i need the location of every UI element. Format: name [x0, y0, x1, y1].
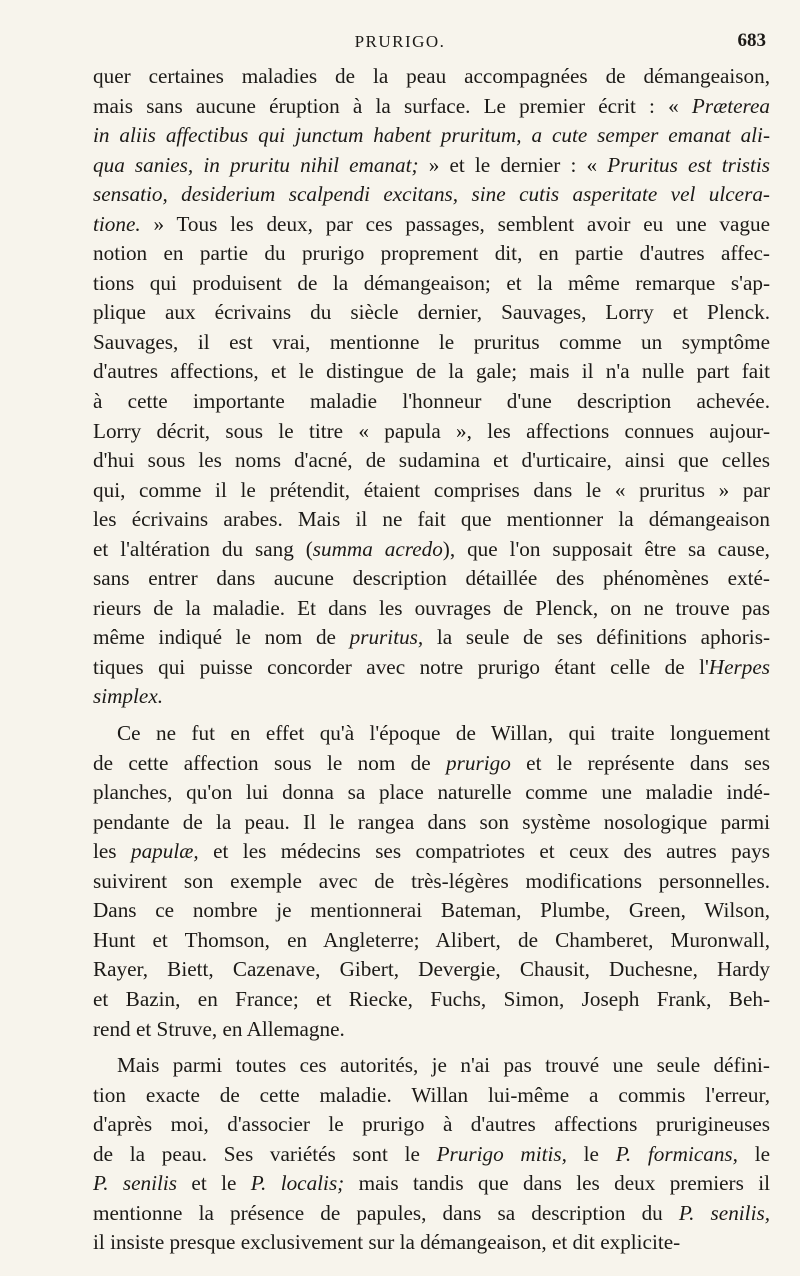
- text-segment: tion exacte de cette maladie. Willan lui-même a commis l'erreur,: [93, 1082, 770, 1107]
- text-line: [93, 357, 770, 387]
- text-segment: les: [93, 839, 131, 864]
- text-segment: Dans ce nombre je mentionnerai Bateman, Plumbe, Green, Wilson,: [93, 898, 770, 923]
- text-line: [93, 239, 770, 269]
- text-segment: mentionne la présence de papules, dans sa description du: [93, 1200, 679, 1225]
- text-line: [93, 62, 770, 92]
- text-line: [93, 1081, 770, 1111]
- text-line: [93, 985, 770, 1015]
- text-segment: d'après moi, d'associer le prurigo à d'autres affections prurigineuses: [93, 1112, 770, 1137]
- italic-segment: tione.: [93, 211, 141, 236]
- text-segment: le: [566, 1141, 616, 1166]
- text-line: [93, 1228, 770, 1258]
- page-header: [0, 28, 800, 58]
- text-line: [93, 594, 770, 624]
- text-segment: mais sans aucune éruption à la surface. Le premier écrit : «: [93, 93, 692, 118]
- text-line: [93, 896, 770, 926]
- italic-segment: summa acredo: [312, 536, 443, 561]
- text-segment: il insiste presque exclusivement sur la démangeaison, et dit explicite-: [93, 1230, 681, 1255]
- italic-segment: Præterea: [691, 93, 770, 118]
- text-segment: d'autres affections, et le distingue de la gale; mais il n'a nulle part fait: [93, 359, 770, 384]
- text-segment: Mais parmi toutes ces autorités, je n'ai pas trouvé une seule défini-: [117, 1053, 770, 1078]
- text-segment: mais tandis que dans les deux premiers il: [344, 1171, 771, 1196]
- text-segment: de la peau. Ses variétés sont le: [93, 1141, 437, 1166]
- text-line: [93, 926, 770, 956]
- text-line: [93, 446, 770, 476]
- text-line: [93, 1169, 770, 1199]
- text-segment: Hunt et Thomson, en Angleterre; Alibert, de Chamberet, Muronwall,: [93, 927, 770, 952]
- running-head: PRURIGO.: [354, 32, 446, 51]
- italic-segment: in aliis affectibus qui junctum habent pruritum, a cute semper emanat ali-: [93, 123, 770, 148]
- text-segment: Sauvages, il est vrai, mentionne le pruritus comme un symptôme: [93, 329, 770, 354]
- text-line: [93, 92, 770, 122]
- text-segment: et les médecins ses compatriotes et ceux des autres pays: [198, 839, 770, 864]
- text-line: [93, 1015, 770, 1045]
- text-segment: les écrivains arabes. Mais il ne fait que mentionner la démangeaison: [93, 507, 770, 532]
- text-segment: ), que l'on supposait être sa cause,: [442, 536, 770, 561]
- text-segment: à cette importante maladie l'honneur d'une description achevée.: [93, 389, 770, 414]
- paragraph: [93, 1051, 770, 1258]
- italic-segment: Herpes: [708, 654, 770, 679]
- text-segment: notion en partie du prurigo proprement dit, en partie d'autres affec-: [93, 241, 770, 266]
- text-line: [93, 955, 770, 985]
- text-segment: même indiqué le nom de: [93, 625, 350, 650]
- text-segment: de cette affection sous le nom de: [93, 750, 447, 775]
- text-line: [93, 210, 770, 240]
- text-line: [93, 653, 770, 683]
- text-segment: plique aux écrivains du siècle dernier, Sauvages, Lorry et Plenck.: [93, 300, 770, 325]
- text-segment: pendante de la peau. Il le rangea dans son système nosologique parmi: [93, 809, 770, 834]
- text-line: [93, 867, 770, 897]
- text-line: [93, 121, 770, 151]
- text-line: [93, 1051, 770, 1081]
- text-line: [93, 298, 770, 328]
- text-line: [93, 623, 770, 653]
- text-line: [93, 1110, 770, 1140]
- text-line: [93, 749, 770, 779]
- italic-segment: pruritus,: [349, 625, 424, 650]
- text-segment: le: [737, 1141, 770, 1166]
- page-number: 683: [737, 30, 766, 51]
- paragraph: [93, 62, 770, 712]
- text-segment: » et le dernier : «: [418, 152, 608, 177]
- text-line: [93, 808, 770, 838]
- paragraph: [93, 719, 770, 1044]
- text-segment: sans entrer dans aucune description détaillée des phénomènes exté-: [93, 566, 770, 591]
- text-segment: d'hui sous les noms d'acné, de sudamina et d'urticaire, ainsi que celles: [93, 448, 770, 473]
- text-line: [93, 535, 770, 565]
- text-line: [93, 1199, 770, 1229]
- text-segment: la seule de ses définitions aphoris-: [423, 625, 770, 650]
- text-segment: Lorry décrit, sous le titre « papula », les affections connues aujour-: [93, 418, 770, 443]
- text-segment: tiques qui puisse concorder avec notre prurigo étant celle de l': [93, 654, 709, 679]
- text-line: [93, 269, 770, 299]
- italic-segment: Pruritus est tristis: [607, 152, 770, 177]
- italic-segment: simplex.: [93, 684, 164, 709]
- text-line: [93, 387, 770, 417]
- italic-segment: P. formicans,: [615, 1141, 738, 1166]
- text-line: [93, 837, 770, 867]
- italic-segment: qua sanies, in pruritu nihil emanat;: [93, 152, 419, 177]
- text-segment: Rayer, Biett, Cazenave, Gibert, Devergie, Chausit, Duchesne, Hardy: [93, 957, 770, 982]
- text-line: [93, 180, 770, 210]
- text-segment: tions qui produisent de la démangeaison; et la même remarque s'ap-: [93, 270, 770, 295]
- text-segment: planches, qu'on lui donna sa place naturelle comme une maladie indé-: [93, 780, 770, 805]
- italic-segment: P. localis;: [250, 1171, 345, 1196]
- italic-segment: sensatio, desiderium scalpendi excitans, sine cutis asperitate vel ulcera-: [93, 182, 770, 207]
- text-segment: Ce ne fut en effet qu'à l'époque de Willan, qui traite longuement: [117, 721, 770, 746]
- text-line: [93, 328, 770, 358]
- italic-segment: P. senilis: [93, 1171, 178, 1196]
- body-text: [93, 62, 770, 1258]
- italic-segment: P. senilis,: [678, 1200, 770, 1225]
- text-segment: et le représente dans ses: [510, 750, 770, 775]
- text-line: [93, 719, 770, 749]
- text-segment: et Bazin, en France; et Riecke, Fuchs, Simon, Joseph Frank, Beh-: [93, 986, 770, 1011]
- text-segment: rieurs de la maladie. Et dans les ouvrages de Plenck, on ne trouve pas: [93, 595, 770, 620]
- text-segment: qui, comme il le prétendit, étaient comprises dans le « pruritus » par: [93, 477, 770, 502]
- italic-segment: papulæ,: [130, 839, 199, 864]
- text-segment: » Tous les deux, par ces passages, semblent avoir eu une vague: [140, 211, 770, 236]
- italic-segment: Prurigo mitis,: [436, 1141, 567, 1166]
- text-segment: quer certaines maladies de la peau accompagnées de démangeaison,: [93, 64, 770, 88]
- text-segment: suivirent son exemple avec de très-légères modifications personnelles.: [93, 868, 770, 893]
- text-line: [93, 564, 770, 594]
- text-line: [93, 417, 770, 447]
- text-line: [93, 1140, 770, 1170]
- text-line: [93, 476, 770, 506]
- text-segment: rend et Struve, en Allemagne.: [93, 1016, 345, 1041]
- text-segment: et le: [177, 1171, 251, 1196]
- text-line: [93, 778, 770, 808]
- italic-segment: prurigo: [446, 750, 511, 775]
- text-line: [93, 151, 770, 181]
- text-segment: et l'altération du sang (: [93, 536, 313, 561]
- text-line: [93, 682, 770, 712]
- text-line: [93, 505, 770, 535]
